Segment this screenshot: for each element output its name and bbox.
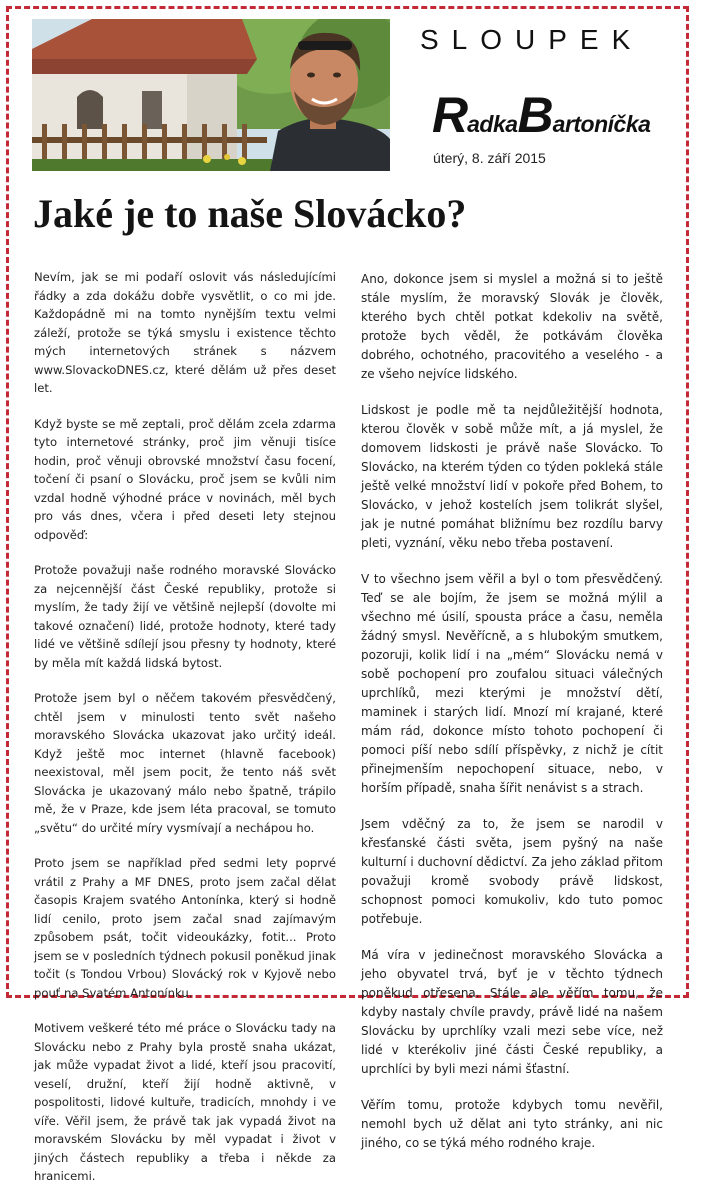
paragraph: Ano, dokonce jsem si myslel a možná si to ještě stále myslím, že moravský Slovák je člověk, kterého bych chtěl potkat kdekoliv na světě, protože bych věděl, že potkávám člověka dobrého, ochotného, pracovitého a veselého - a ze všeho nejvíce lidského. <box>361 272 663 381</box>
article-column-right <box>361 270 663 1170</box>
column-label: SLOUPEK <box>420 24 644 55</box>
publish-date: úterý, 8. září 2015 <box>433 150 546 166</box>
article-column-left <box>34 268 336 1203</box>
paragraph: Lidskost je podle mě ta nejdůležitější hodnota, kterou člověk v sobě může mít, a já myslel, že domovem lidskosti je právě naše Slovácko. To Slovácko, na kterém týden co týden pokleká stále ještě velké množství lidí v pokoře před Bohem, to Slovácko, v jehož kostelích jsem tolikrát slyšel, jak je nutné pomáhat bližnímu bez rozdílu barvy pleti, vyznání, věku nebo třeba postavení. <box>361 403 663 550</box>
article-title: Jaké je to naše Slovácko? <box>33 191 467 236</box>
author-last-initial: B <box>517 87 553 143</box>
author-last-rest: artoníčka <box>552 111 651 137</box>
author-name <box>432 86 692 144</box>
author-photo <box>32 19 390 171</box>
paragraph: Věřím tomu, protože kdybych tomu nevěřil, nemohl bych už dělat ani tyto stránky, ani nic jiného, co se týká mého rodného kraje. <box>361 1098 663 1150</box>
author-first-initial: R <box>432 87 468 143</box>
paragraph: Proto jsem se například před sedmi lety poprvé vrátil z Prahy a MF DNES, proto jsem začal dělat časopis Krajem svatého Antonínka, který si hodně lidí cenilo, proto jsem začal snad zajímavým způsobem psát, točit videoukázky, fotit... Proto jsem se v posledních týdnech pokusil poněkud jinak točit (s Tondou Vrbou) Slovácký rok v Kyjově nebo pouť na Svatém Antonínku. <box>34 856 336 1000</box>
author-first-rest: adka <box>467 111 518 137</box>
paragraph: V to všechno jsem věřil a byl o tom přesvědčený. Teď se ale bojím, že jsem se možná mýlil a všechno mé úsilí, spousta práce a času, neměla žádný smysl. Nevěřícně, a s hlubokým smutkem, pozoruji, kolik lidí i na „mém“ Slovácku nemá v sobě pochopení pro zoufalou situaci válečných uprchlíků, mezi kterými je množství dětí, maminek i starých lidí. Mnozí mí krajané, které mám rád, dokonce místo tohoto pochopení či pomoci píší nebo sdílí příspěvky, z nichž je cítit přinejmenším nepochopení situace, nebo, v horším případě, snaha šířit nenávist s a strach. <box>361 572 663 795</box>
paragraph: Protože jsem byl o něčem takovém přesvědčený, chtěl jsem v minulosti tento svět našeho moravského Slovácka ukazovat jako určitý ideál. Když ještě moc internet (hlavně facebook) neexistoval, měl jsem pocit, že tento náš svět Slovácka je ukazovaný málo nebo špatně, trápilo mě, že v Praze, kde jsem léta pracoval, se tomuto „světu“ do určité míry vysmívají a nechápou ho. <box>34 691 336 835</box>
author-photo-icon <box>32 19 390 171</box>
paragraph: Má víra v jedinečnost moravského Slovácka a jeho obyvatel trvá, byť je v těchto týdnech poněkud otřesena. Stále ale věřím tomu, že kdyby nastaly chvíle pravdy, právě lidé na našem Slovácku by uprchlíky vzali mezi sebe více, než lidé v kterékoliv jiné části České republiky, a uprchlíci by byli mezi námi šťastní. <box>361 948 663 1076</box>
paragraph: Nevím, jak se mi podaří oslovit vás následujícími řádky a zda dokážu dobře vysvětlit, o co mi jde. Každopádně mi na tomto nynějším textu velmi záleží, protože se týká smyslu i existence těchto mých internetových stránek s názvem www.SlovackoDNES.cz, které dělám už přes deset let. <box>34 270 336 395</box>
paragraph: Motivem veškeré této mé práce o Slovácku tady na Slovácku nebo z Prahy byla prostě snaha ukázat, jak může vypadat život a lidé, kteří jsou pracovití, veselí, družní, kteří žijí hodně aktivně, v pospolitosti, lidové kultuře, tradicích, mnohdy i ve víře. Věřil jsem, že právě tak jak vypadá život na moravském Slovácku by měl vypadat i život v jiných částech republiky a třeba i někde za hranicemi. <box>34 1021 336 1183</box>
paragraph: Jsem vděčný za to, že jsem se narodil v křesťanské části světa, jsem pyšný na naše kulturní i duchovní dědictví. Za jeho základ přitom považuji kromě svobody právě lidskost, schopnost pomoci komukoliv, kdo tuto pomoc potřebuje. <box>361 817 663 926</box>
paragraph: Protože považuji naše rodného moravské Slovácko za nejcennější část České republiky, protože si myslím, že tady žijí ve většině nejlepší (dovolte mi takové označení) lidé, protože hodnoty, které tady lidé ve většině sdílejí jsou přesny ty hodnoty, které by měla mít každá lidská bytost. <box>34 563 336 670</box>
paragraph: Když byste se mě zeptali, proč dělám zcela zdarma tyto internetové stránky, proč jim věnuji tisíce hodin, proč věnuji obrovské množství času focení, točení či psaní o Slovácku, proč jsem se kvůli nim vzdal hodně výhodné práce v novinách, měl bych pro vás dnes, včera i před deseti lety stejnou odpověď: <box>34 416 336 542</box>
